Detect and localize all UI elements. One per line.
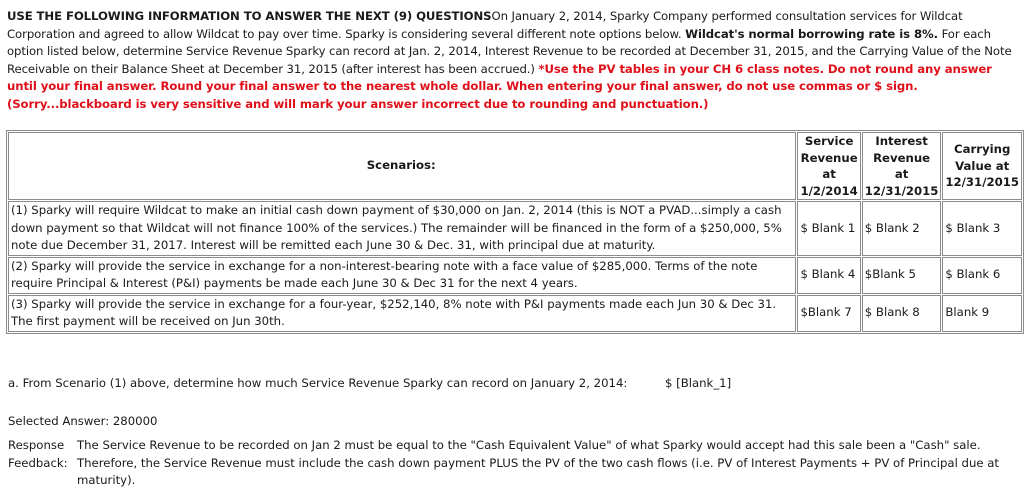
table-header-row: [8, 132, 1022, 200]
blank-1-cell: $ Blank 1: [797, 201, 860, 256]
blank-5-cell: $Blank 5: [862, 257, 942, 294]
scenario-1-text: (1) Sparky will require Wildcat to make an initial cash down payment of $30,000 on Jan. 2, 2014 (this is NOT a PVAD...simply a cash down payment so that Wildcat will not finance 100% of the services.) The remainder will be financed in the form of a $250,000, 5% note due December 31, 2017. Interest will be remitted each June 30 & Dec. 31, with principal due at maturity.: [8, 201, 796, 256]
scenario-3-text: (3) Sparky will provide the service in exchange for a four-year, $252,140, 8% note with P&I payments made each Jun 30 & Dec 31. The first payment will be received on Jun 30th.: [8, 295, 796, 332]
response-feedback-text: The Service Revenue to be recorded on Jan 2 must be equal to the "Cash Equivalent Value" of what Sparky would accept had this sale been a "Cash" sale. Therefore, the Service Revenue must include the cash down payment PLUS the PV of the two cash flows (i.e. PV of Interest Payments + PV of Principal due at maturity).: [77, 438, 1000, 487]
question-a-blank: $ [Blank_1]: [665, 376, 732, 390]
blank-8-cell: $ Blank 8: [862, 295, 942, 332]
blank-3-cell: $ Blank 3: [942, 201, 1022, 256]
service-revenue-header: Service Revenue at 1/2/2014: [797, 132, 860, 200]
blank-2-cell: $ Blank 2: [862, 201, 942, 256]
scenarios-header: Scenarios:: [8, 132, 796, 200]
blank-6-cell: $ Blank 6: [942, 257, 1022, 294]
instructions-heading: USE THE FOLLOWING INFORMATION TO ANSWER THE NEXT (9) QUESTIONS: [7, 9, 492, 23]
rounding-instructions: *Use the PV tables in your CH 6 class notes. Do not round any answer until your final answer. Round your final answer to the nearest whole dollar. When entering your final answer, do not use commas or $ sign. (Sorry...blackboard is very sensitive and will mark your answer incorrect due to rounding and punctuation.): [7, 61, 992, 111]
table-row: [8, 295, 1022, 332]
blank-4-cell: $ Blank 4: [797, 257, 860, 294]
scenarios-table: [6, 130, 1024, 334]
interest-revenue-header: Interest Revenue at 12/31/2015: [862, 132, 942, 200]
scenario-2-text: (2) Sparky will provide the service in exchange for a non-interest-bearing note with a face value of $285,000. Terms of the note require Principal & Interest (P&I) payments be made each June 30 & Dec 31 for the next 4 years.: [8, 257, 796, 294]
carrying-value-header: Carrying Value at 12/31/2015: [942, 132, 1022, 200]
question-instructions: [7, 8, 1019, 113]
selected-answer: Selected Answer: 280000: [8, 414, 158, 428]
borrowing-rate-note: Wildcat's normal borrowing rate is 8%.: [685, 26, 938, 41]
instructions-text-2: For each option listed below, determine Service Revenue Sparky can record at Jan. 2, 2014, Interest Revenue to be recorded at December 31, 2015, and the Carrying Value of the Note Receivable on their Balance Sheet at December 31, 2015 (after interest has been accrued.): [7, 26, 1012, 76]
table-row: [8, 201, 1022, 256]
table-row: [8, 257, 1022, 294]
instructions-text: On January 2, 2014, Sparky Company performed consultation services for Wildcat Corporation and agreed to allow Wildcat to pay over time. Sparky is considering several different note options below.: [7, 9, 963, 41]
blank-9-cell: Blank 9: [942, 295, 1022, 332]
response-feedback-label: Response Feedback:: [8, 438, 68, 470]
question-a-text: a. From Scenario (1) above, determine how much Service Revenue Sparky can record on January 2, 2014:: [8, 376, 628, 390]
blank-7-cell: $Blank 7: [797, 295, 860, 332]
